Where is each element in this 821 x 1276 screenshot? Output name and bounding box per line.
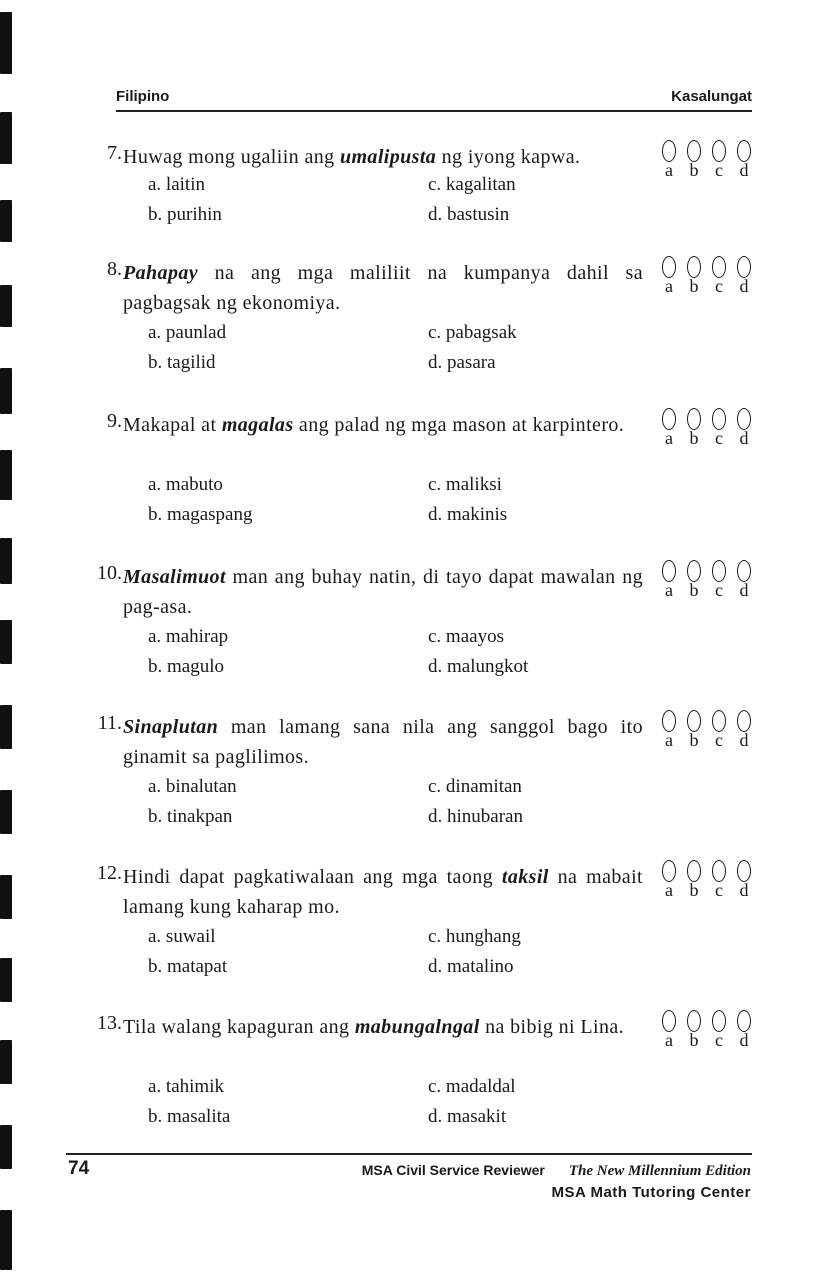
question-text-before: Tila walang kapaguran ang	[123, 1016, 355, 1038]
answer-bubble-d[interactable]	[737, 256, 751, 278]
question-text-after: man lamang sana nila ang sanggol bago ito ginamit sa paglilimos.	[123, 716, 643, 768]
question-text-after: man ang buhay natin, di tayo dapat mawalan ng pag-asa.	[123, 566, 643, 618]
answer-label-d: d	[739, 1030, 749, 1050]
choice-d: d. masakit	[428, 1106, 507, 1127]
answer-label-b: b	[689, 1030, 699, 1050]
edge-mark	[0, 1125, 12, 1169]
footer-divider	[66, 1153, 752, 1155]
question-number: 9.	[107, 410, 122, 432]
edge-mark	[0, 790, 12, 834]
section-title: Filipino	[116, 88, 170, 105]
answer-label-d: d	[739, 580, 749, 600]
question-text	[123, 562, 643, 622]
answer-label-d: d	[739, 276, 749, 296]
question-number: 8.	[107, 258, 122, 280]
choice-a: a. mabuto	[148, 474, 223, 495]
question-keyword: Masalimuot	[123, 566, 226, 588]
choice-a: a. suwail	[148, 926, 216, 947]
answer-bubble-a[interactable]	[662, 860, 676, 882]
edge-mark	[0, 285, 12, 327]
edge-mark	[0, 620, 12, 664]
choice-d: d. pasara	[428, 352, 496, 373]
answer-label-a: a	[665, 1030, 673, 1050]
answer-label-d: d	[739, 428, 749, 448]
answer-bubble-c[interactable]	[712, 256, 726, 278]
answer-bubble-d[interactable]	[737, 560, 751, 582]
choice-b: b. matapat	[148, 956, 228, 977]
answer-bubble-b[interactable]	[687, 860, 701, 882]
answer-label-b: b	[689, 276, 699, 296]
question-text	[123, 258, 643, 318]
answer-label-c: c	[715, 880, 723, 900]
answer-label-d: d	[739, 730, 749, 750]
question-text	[123, 712, 643, 772]
choice-d: d. matalino	[428, 956, 514, 977]
answer-label-d: d	[739, 160, 749, 180]
answer-label-a: a	[665, 880, 673, 900]
answer-bubbles	[661, 1010, 753, 1058]
edge-mark	[0, 705, 12, 749]
answer-label-c: c	[715, 428, 723, 448]
answer-bubble-a[interactable]	[662, 140, 676, 162]
answer-bubble-a[interactable]	[662, 408, 676, 430]
choice-a: a. mahirap	[148, 626, 229, 647]
answer-bubble-c[interactable]	[712, 408, 726, 430]
choice-b: b. magaspang	[148, 504, 253, 525]
book-edition: The New Millennium Edition	[568, 1163, 751, 1179]
question-number: 13.	[97, 1012, 122, 1034]
choice-c: c. maayos	[428, 626, 504, 647]
page-header	[116, 86, 752, 112]
edge-mark	[0, 368, 12, 414]
edge-registration-marks	[0, 0, 14, 1276]
question-keyword: mabungalngal	[354, 1016, 480, 1038]
answer-bubble-a[interactable]	[662, 256, 676, 278]
answer-label-c: c	[715, 580, 723, 600]
question-text	[123, 142, 643, 172]
answer-bubbles	[661, 560, 753, 608]
answer-label-b: b	[689, 580, 699, 600]
answer-bubbles	[661, 140, 753, 188]
choice-a: a. tahimik	[148, 1076, 224, 1097]
answer-bubbles	[661, 710, 753, 758]
choice-c: c. hunghang	[428, 926, 521, 947]
answer-label-b: b	[689, 428, 699, 448]
answer-label-b: b	[689, 160, 699, 180]
question-text-after: na mabait lamang kung kaharap mo.	[123, 866, 643, 918]
choice-d: d. hinubaran	[428, 806, 523, 827]
question-keyword: magalas	[221, 414, 294, 436]
question-text	[123, 410, 643, 440]
answer-bubble-b[interactable]	[687, 408, 701, 430]
question-text-after: ng iyong kapwa.	[436, 146, 581, 168]
answer-label-a: a	[665, 730, 673, 750]
topic-title: Kasalungat	[671, 88, 752, 105]
answer-bubble-c[interactable]	[712, 1010, 726, 1032]
answer-bubble-a[interactable]	[662, 1010, 676, 1032]
edge-mark	[0, 1210, 12, 1270]
choice-c: c. kagalitan	[428, 174, 516, 195]
question-text-before: Hindi dapat pagkatiwalaan ang mga taong	[123, 866, 502, 888]
choice-c: c. pabagsak	[428, 322, 517, 343]
answer-bubble-d[interactable]	[737, 860, 751, 882]
page-number: 74	[68, 1158, 90, 1179]
answer-bubble-b[interactable]	[687, 256, 701, 278]
choice-b: b. purihin	[148, 204, 222, 225]
edge-mark	[0, 112, 12, 164]
answer-label-a: a	[665, 160, 673, 180]
answer-bubble-b[interactable]	[687, 140, 701, 162]
answer-bubble-b[interactable]	[687, 1010, 701, 1032]
answer-label-c: c	[715, 730, 723, 750]
answer-bubble-a[interactable]	[662, 560, 676, 582]
choice-a: a. binalutan	[148, 776, 237, 797]
question-text-before: Makapal at	[123, 414, 222, 436]
question-number: 11.	[97, 712, 122, 734]
answer-label-c: c	[715, 276, 723, 296]
answer-bubble-d[interactable]	[737, 710, 751, 732]
question-text-after: na ang mga maliliit na kumpanya dahil sa pagbagsak ng ekonomiya.	[123, 262, 643, 314]
answer-bubble-d[interactable]	[737, 408, 751, 430]
book-title: MSA Civil Service Reviewer	[361, 1162, 545, 1178]
choice-d: d. bastusin	[428, 204, 510, 225]
answer-bubble-c[interactable]	[712, 560, 726, 582]
answer-bubbles	[661, 860, 753, 908]
edge-mark	[0, 450, 12, 500]
question-number: 7.	[107, 142, 122, 164]
answer-label-b: b	[689, 730, 699, 750]
question-text	[123, 862, 643, 922]
choice-a: a. laitin	[148, 174, 205, 195]
question-text-after: na bibig ni Lina.	[479, 1016, 625, 1038]
choice-b: b. tagilid	[148, 352, 216, 373]
answer-bubbles	[661, 408, 753, 456]
answer-label-b: b	[689, 880, 699, 900]
answer-bubble-d[interactable]	[737, 140, 751, 162]
publisher-name: MSA Math Tutoring Center	[551, 1184, 751, 1201]
choice-c: c. madaldal	[428, 1076, 516, 1097]
answer-bubbles	[661, 256, 753, 304]
choice-b: b. magulo	[148, 656, 224, 677]
answer-bubble-c[interactable]	[712, 860, 726, 882]
question-text-after: ang palad ng mga mason at karpintero.	[293, 414, 625, 436]
question-keyword: umalipusta	[339, 146, 437, 168]
answer-label-c: c	[715, 160, 723, 180]
question-text	[123, 1012, 643, 1042]
edge-mark	[0, 958, 12, 1002]
choice-b: b. tinakpan	[148, 806, 233, 827]
answer-label-a: a	[665, 276, 673, 296]
edge-mark	[0, 1040, 12, 1084]
answer-bubble-c[interactable]	[712, 710, 726, 732]
choice-d: d. makinis	[428, 504, 508, 525]
answer-label-a: a	[665, 428, 673, 448]
question-number: 10.	[97, 562, 122, 584]
choice-c: c. dinamitan	[428, 776, 522, 797]
edge-mark	[0, 875, 12, 919]
header-divider	[116, 110, 752, 112]
question-keyword: Sinaplutan	[123, 716, 219, 738]
answer-label-a: a	[665, 580, 673, 600]
answer-bubble-a[interactable]	[662, 710, 676, 732]
answer-label-c: c	[715, 1030, 723, 1050]
choice-a: a. paunlad	[148, 322, 227, 343]
answer-bubble-b[interactable]	[687, 710, 701, 732]
answer-label-d: d	[739, 880, 749, 900]
choice-d: d. malungkot	[428, 656, 529, 677]
answer-bubble-c[interactable]	[712, 140, 726, 162]
answer-bubble-b[interactable]	[687, 560, 701, 582]
edge-mark	[0, 538, 12, 584]
question-text-before: Huwag mong ugaliin ang	[123, 146, 340, 168]
choice-c: c. maliksi	[428, 474, 502, 495]
choice-b: b. masalita	[148, 1106, 231, 1127]
edge-mark	[0, 12, 12, 74]
question-keyword: Pahapay	[123, 262, 199, 284]
question-number: 12.	[97, 862, 122, 884]
answer-bubble-d[interactable]	[737, 1010, 751, 1032]
footer-book-info	[362, 1162, 751, 1180]
question-keyword: taksil	[501, 866, 549, 888]
edge-mark	[0, 200, 12, 242]
